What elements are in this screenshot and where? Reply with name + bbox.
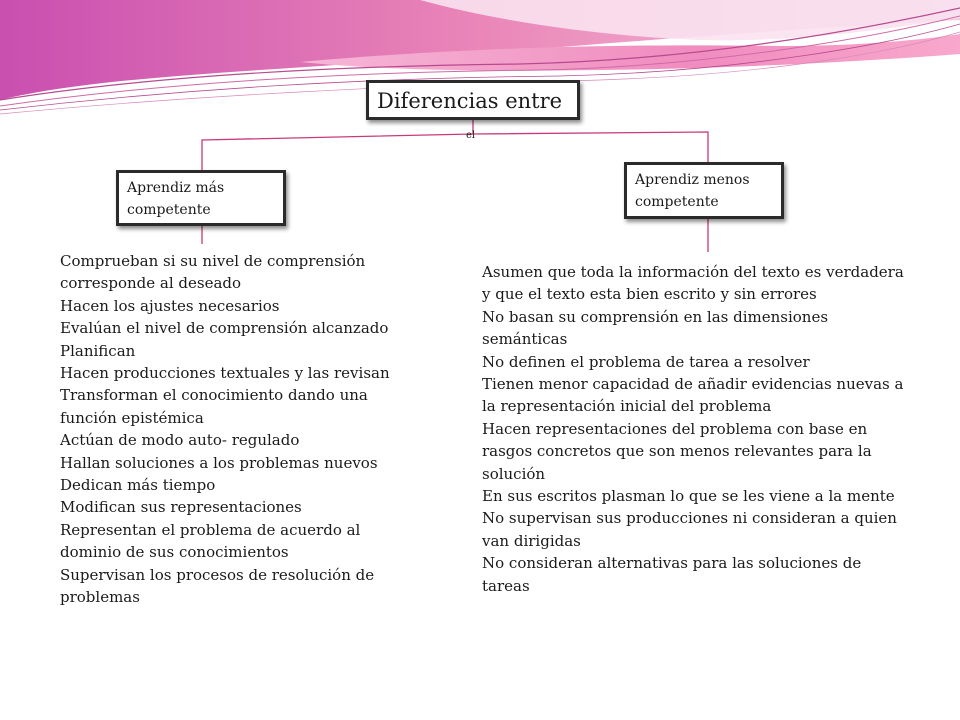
right-list-item: En sus escritos plasman lo que se les viene a la mente (482, 487, 895, 506)
left-characteristics-list (48, 244, 428, 638)
diagram-title: Diferencias entre (377, 89, 563, 113)
left-list-item: Dedican más tiempo (60, 476, 216, 495)
left-list-item: Supervisan los procesos de resolución de problemas (60, 565, 375, 607)
right-list-item: Asumen que toda la información del texto es verdadera y que el texto esta bien escrito y sin errores (482, 263, 904, 304)
right-list-item: No supervisan sus producciones ni consideran a quien van dirigidas (482, 509, 897, 550)
left-list-item: Planifican (60, 341, 136, 360)
left-list-item: Hacen los ajustes necesarios (60, 296, 280, 315)
left-heading-box (116, 170, 286, 226)
right-list-item: Hacen representaciones del problema con base en rasgos concretos que son menos relevantes para la solución (482, 419, 872, 483)
left-list-item: Hallan soluciones a los problemas nuevos (60, 453, 378, 472)
left-list-item: Hacen producciones textuales y las revisan (60, 364, 390, 383)
left-list-item: Transforman el conocimiento dando una función epistémica (60, 386, 368, 427)
right-list-item: Tienen menor capacidad de añadir evidencias nuevas a la representación inicial del problema (482, 375, 904, 416)
right-list-item: No basan su comprensión en las dimensiones semánticas (482, 307, 829, 349)
left-list-item: Evalúan el nivel de comprensión alcanzado (60, 319, 389, 338)
left-list-item: Modifican sus representaciones (60, 498, 302, 517)
right-list-item: No consideran alternativas para las soluciones de tareas (482, 554, 862, 595)
right-heading-box (624, 162, 784, 219)
left-list-item: Representan el problema de acuerdo al dominio de sus conocimientos (60, 520, 361, 562)
connector-right-branch (473, 132, 708, 162)
left-heading: Aprendiz más competente (127, 180, 225, 218)
connector-label: el (466, 130, 476, 141)
connector-left-branch (202, 134, 473, 170)
title-box (366, 80, 580, 120)
left-list-item: Comprueban si su nivel de comprensión corresponde al deseado (60, 252, 366, 293)
right-characteristics-list (476, 258, 918, 598)
right-heading: Aprendiz menos competente (635, 172, 750, 210)
right-list-item: No definen el problema de tarea a resolver (482, 352, 810, 371)
left-list-item: Actúan de modo auto- regulado (60, 431, 300, 450)
